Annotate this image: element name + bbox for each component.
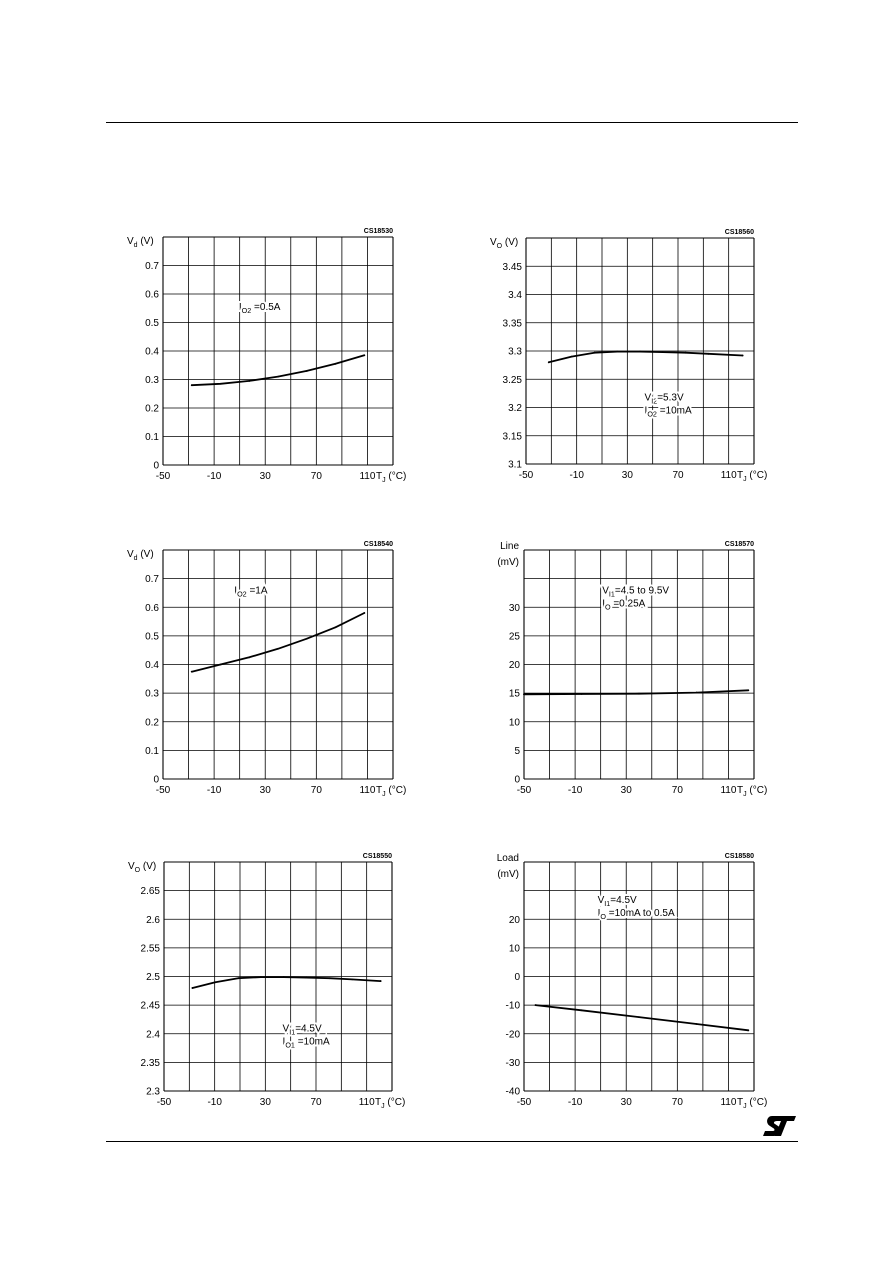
x-axis-label-unit: (°C)	[384, 1097, 406, 1108]
y-tick-label: 0	[153, 460, 159, 472]
y-tick-label: 3.4	[508, 290, 522, 301]
label-text: =10mA	[656, 405, 692, 417]
x-tick-label: -10	[569, 470, 584, 481]
data-point	[380, 980, 382, 982]
y-tick-label: 3.45	[502, 261, 522, 273]
x-axis-label-sub: J	[381, 1103, 385, 1110]
x-tick-label: 110	[359, 785, 376, 796]
data-point	[283, 976, 285, 978]
x-tick-label: 30	[621, 470, 633, 481]
y-tick-label: 2.35	[140, 1057, 160, 1069]
subscript-text: O	[604, 602, 611, 612]
data-point	[260, 976, 262, 978]
x-tick-label: -50	[156, 1097, 172, 1108]
series-line	[192, 613, 364, 672]
chart-6	[497, 853, 768, 1110]
x-axis-label-unit: (°C)	[746, 470, 768, 481]
x-tick-label: 30	[259, 471, 271, 482]
y-axis-label-unit: (V)	[502, 237, 519, 248]
data-point	[548, 361, 550, 363]
y-tick-label: 0	[514, 774, 520, 786]
y-axis-label-main: V	[128, 861, 135, 872]
y-tick-label: 5	[514, 745, 520, 757]
chart-3	[127, 541, 406, 798]
x-tick-label: 110	[720, 785, 737, 796]
st-logo	[762, 1115, 798, 1137]
x-tick-label: 70	[671, 785, 683, 796]
x-tick-label: 110	[358, 1097, 375, 1108]
condition-annotation	[645, 393, 692, 419]
data-point	[277, 376, 279, 378]
y-tick-label: 2.6	[146, 914, 160, 926]
y-tick-label: 3.1	[508, 459, 522, 471]
y-tick-label: -10	[505, 1000, 520, 1012]
x-axis-label	[376, 785, 406, 798]
data-point	[662, 351, 664, 353]
y-tick-label: 20	[508, 914, 520, 926]
y-tick-label: 0.4	[145, 346, 159, 358]
label-text: I	[238, 301, 242, 313]
y-tick-label: 2.65	[140, 886, 160, 898]
x-axis-label-unit: (°C)	[385, 471, 407, 482]
label-text: I	[282, 1036, 286, 1048]
chart-2	[490, 229, 767, 483]
data-point	[220, 664, 222, 666]
condition-line	[283, 1036, 330, 1049]
data-point	[363, 354, 365, 356]
x-tick-label: 30	[259, 785, 271, 796]
y-tick-label: 0.3	[145, 688, 159, 700]
y-tick-label: 0.7	[145, 574, 159, 586]
label-text: =10mA	[294, 1036, 330, 1048]
subscript-text: I1	[608, 589, 615, 599]
x-tick-label: -50	[155, 785, 171, 796]
y-tick-label: 0	[514, 972, 520, 983]
x-tick-label: -10	[206, 785, 222, 796]
data-point	[616, 351, 618, 353]
label-text: V	[597, 895, 605, 907]
x-tick-label: 110	[359, 471, 376, 482]
data-point	[214, 981, 216, 983]
y-tick-label: 0.2	[145, 403, 159, 415]
data-point	[335, 626, 337, 628]
data-point	[277, 648, 279, 650]
y-axis-label-unit: (V)	[137, 236, 154, 247]
data-point	[248, 380, 250, 382]
x-axis-label-main: T	[375, 1097, 382, 1108]
data-point	[306, 638, 308, 640]
label-text: I	[602, 598, 605, 610]
y-tick-label: 0	[153, 774, 159, 786]
y-tick-label: 0.6	[145, 602, 159, 614]
chart-5	[128, 853, 405, 1110]
condition-annotation	[598, 895, 675, 921]
y-axis-label	[128, 861, 156, 874]
y-tick-label: 0.6	[145, 289, 159, 301]
data-point	[696, 1023, 698, 1025]
y-tick-label: 3.2	[508, 403, 522, 414]
y-tick-label: 0.2	[145, 717, 159, 729]
x-tick-label: -50	[516, 1097, 532, 1108]
y-tick-label: 0.5	[145, 631, 159, 643]
x-tick-label: -50	[518, 470, 534, 481]
data-point	[747, 689, 749, 691]
condition-line	[602, 586, 669, 599]
data-point	[581, 693, 583, 695]
figure-code: CS18570	[724, 541, 754, 548]
series-line	[549, 352, 743, 363]
x-tick-label: -50	[516, 785, 532, 796]
data-point	[335, 363, 337, 365]
x-axis-label-sub: J	[382, 477, 386, 484]
x-axis-label	[376, 471, 406, 484]
x-tick-label: 30	[620, 785, 632, 796]
x-tick-label: -10	[207, 1097, 222, 1108]
y-axis-label	[127, 236, 154, 249]
y-tick-label: 3.25	[502, 374, 522, 386]
label-text: =1A	[246, 585, 268, 597]
figure-code: CS18550	[362, 853, 392, 860]
x-axis-label-unit: (°C)	[746, 1097, 768, 1108]
series-line	[536, 1005, 749, 1030]
y-tick-label: 2.5	[146, 972, 160, 983]
st-logo-shape	[763, 1116, 796, 1136]
y-axis-unit: (mV)	[497, 557, 519, 568]
label-text: =5.3V	[657, 392, 684, 404]
label-text: V	[602, 585, 609, 597]
y-tick-label: 0.7	[145, 261, 159, 272]
data-point	[191, 384, 193, 386]
y-axis-label-main: V	[127, 236, 134, 247]
y-axis-label-sub: O	[134, 867, 141, 874]
x-tick-label: 70	[310, 471, 322, 482]
x-axis-label-unit: (°C)	[746, 785, 768, 796]
y-tick-label: 25	[508, 631, 520, 643]
x-axis-label-sub: J	[743, 791, 747, 798]
x-axis-label-main: T	[737, 1097, 744, 1108]
condition-annotation	[239, 302, 281, 315]
y-axis-label-sub: d	[133, 555, 138, 562]
x-tick-label: 30	[620, 1097, 632, 1108]
data-point	[535, 1004, 537, 1006]
data-point	[248, 656, 250, 658]
x-tick-label: -10	[567, 1097, 583, 1108]
label-text: I	[644, 405, 648, 417]
y-tick-label: 20	[508, 660, 520, 671]
figure-code: CS18540	[363, 541, 393, 548]
x-axis-label	[737, 785, 767, 798]
subscript-text: O	[600, 912, 606, 922]
y-axis-label-main: V	[490, 237, 497, 248]
y-tick-label: 15	[508, 688, 520, 700]
data-point	[192, 987, 194, 989]
label-text: =4.5 to 9.5V	[614, 585, 670, 597]
x-axis-label-sub: J	[743, 476, 747, 483]
y-axis-label-main: V	[127, 549, 134, 560]
x-tick-label: 110	[720, 470, 737, 481]
y-axis-label-unit: (V)	[140, 861, 157, 872]
x-tick-label: 70	[310, 1097, 322, 1108]
data-point	[685, 352, 687, 354]
y-tick-label: -20	[505, 1029, 520, 1041]
data-point	[306, 977, 308, 979]
chart-4	[497, 541, 767, 798]
y-tick-label: -40	[505, 1086, 520, 1098]
data-point	[742, 355, 744, 357]
label-text: I	[234, 585, 238, 597]
data-point	[638, 693, 640, 695]
subscript-text: O2	[237, 589, 247, 599]
x-tick-label: 70	[672, 470, 684, 481]
y-tick-label: 0.1	[145, 432, 159, 443]
y-tick-label: 0.4	[145, 660, 159, 671]
data-point	[328, 977, 330, 979]
data-point	[696, 692, 698, 694]
label-text: I	[597, 908, 601, 920]
data-point	[571, 356, 573, 358]
y-tick-label: 3.15	[502, 431, 522, 443]
x-axis-label-main: T	[376, 471, 383, 482]
label-text: =4.5V	[610, 895, 637, 907]
label-text: =0.25A	[610, 598, 646, 610]
data-point	[747, 1029, 749, 1031]
subscript-text: O2	[241, 305, 252, 315]
subscript-text: I1	[289, 1027, 296, 1037]
y-tick-label: 2.55	[140, 943, 160, 955]
y-tick-label: 0.1	[145, 745, 159, 757]
data-point	[237, 977, 239, 979]
x-axis-label	[375, 1097, 405, 1110]
x-axis-label-main: T	[376, 785, 383, 796]
y-tick-label: 10	[508, 943, 520, 955]
label-text: V	[644, 392, 652, 404]
y-tick-label: 0.5	[145, 318, 159, 329]
data-point	[523, 693, 525, 695]
data-point	[363, 612, 365, 614]
x-axis-label	[737, 470, 767, 483]
x-tick-label: 30	[259, 1097, 271, 1108]
subscript-text: O2	[647, 409, 657, 419]
y-axis-label	[127, 549, 154, 562]
x-axis-label-sub: J	[382, 791, 386, 798]
y-tick-label: 10	[508, 717, 520, 729]
y-tick-label: -30	[505, 1057, 520, 1069]
y-tick-label: 3.35	[502, 318, 522, 330]
y-tick-label: 2.3	[146, 1086, 160, 1098]
condition-line	[598, 895, 637, 908]
figure-code: CS18580	[724, 853, 754, 860]
x-tick-label: 110	[720, 1097, 737, 1108]
subscript-text: O1	[285, 1040, 295, 1050]
data-point	[581, 1009, 583, 1011]
figure-code: CS18530	[363, 228, 393, 235]
data-point	[351, 978, 353, 980]
chart-1	[127, 228, 406, 484]
condition-line	[602, 599, 645, 612]
x-axis-label-unit: (°C)	[385, 785, 407, 796]
data-point	[220, 383, 222, 385]
subscript-text: I2	[651, 396, 658, 406]
series-line	[524, 690, 748, 694]
y-tick-label: 0.3	[145, 375, 159, 386]
x-tick-label: -10	[567, 785, 583, 796]
condition-annotation	[283, 1023, 330, 1049]
y-tick-label: 30	[508, 602, 520, 614]
x-axis-label-main: T	[737, 785, 744, 796]
subscript-text: I1	[604, 899, 611, 909]
x-tick-label: 70	[671, 1097, 683, 1108]
y-tick-label: 3.3	[508, 346, 522, 358]
label-text: =4.5V	[295, 1023, 322, 1035]
label-text: V	[282, 1023, 290, 1035]
y-axis-label-unit: (V)	[137, 549, 154, 560]
data-point	[638, 1016, 640, 1018]
data-point	[708, 353, 710, 355]
data-point	[306, 370, 308, 372]
x-axis-label-sub: J	[743, 1103, 747, 1110]
x-tick-label: -10	[206, 471, 222, 482]
series-line	[192, 355, 364, 385]
data-point	[594, 352, 596, 354]
y-tick-label: 2.45	[140, 1000, 160, 1012]
figure-code: CS18560	[724, 229, 754, 236]
y-axis-label: Load	[496, 853, 519, 864]
x-axis-label-main: T	[737, 470, 744, 481]
y-axis-unit: (mV)	[497, 869, 519, 880]
y-axis-label-sub: d	[133, 242, 138, 249]
y-axis-label: Line	[500, 541, 519, 552]
label-text: =0.5A	[251, 301, 281, 313]
label-text: =10mA to 0.5A	[605, 908, 675, 920]
x-axis-label	[737, 1097, 767, 1110]
y-axis-label-sub: O	[496, 243, 503, 250]
x-tick-label: -50	[155, 471, 171, 482]
y-axis-label	[490, 237, 518, 250]
data-point	[639, 351, 641, 353]
data-point	[191, 671, 193, 673]
condition-line	[239, 302, 281, 315]
y-tick-label: 2.4	[146, 1029, 160, 1041]
x-tick-label: 70	[310, 785, 322, 796]
